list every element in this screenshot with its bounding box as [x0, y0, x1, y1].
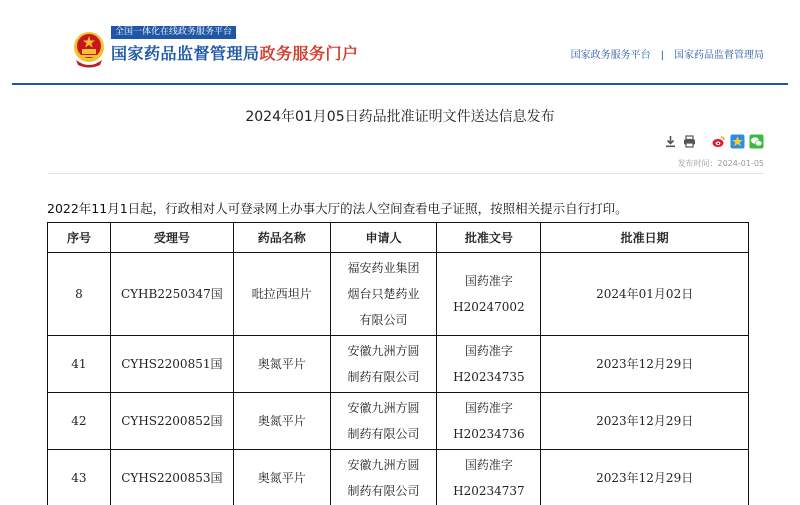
cell-accept-no: CYHB2250347国 — [110, 253, 233, 336]
top-links — [571, 46, 764, 61]
cell-approval-date: 2024年01月02日 — [541, 253, 749, 336]
cell-approval-no — [437, 450, 541, 505]
cell-applicant — [330, 393, 437, 450]
link-separator: | — [660, 50, 664, 61]
cell-approval-date: 2023年12月29日 — [541, 336, 749, 393]
col-header-no: 序号 — [48, 223, 111, 253]
approval-line: H20234737 — [453, 484, 525, 498]
applicant-line: 制药有限公司 — [347, 484, 420, 498]
cell-drug-name: 奥氮平片 — [233, 450, 330, 505]
cell-applicant — [330, 253, 437, 336]
cell-approval-date: 2023年12月29日 — [541, 450, 749, 505]
weibo-icon[interactable] — [711, 134, 726, 149]
cell-accept-no: CYHS2200853国 — [110, 450, 233, 505]
link-national-gov-service[interactable]: 国家政务服务平台 — [570, 50, 651, 61]
applicant-line: 有限公司 — [359, 313, 408, 327]
publish-label: 发布时间： — [677, 159, 718, 168]
cell-drug-name: 奥氮平片 — [233, 393, 330, 450]
cell-drug-name: 奥氮平片 — [233, 336, 330, 393]
header-divider — [12, 83, 788, 85]
cell-accept-no: CYHS2200851国 — [110, 336, 233, 393]
table-row — [48, 393, 749, 450]
applicant-line: 安徽九洲方圆 — [347, 401, 420, 415]
approval-table — [47, 222, 749, 505]
cell-no: 43 — [48, 450, 111, 505]
print-icon[interactable] — [682, 134, 697, 149]
cell-applicant — [330, 450, 437, 505]
approval-line: H20234736 — [453, 427, 525, 441]
approval-line: 国药准字 — [464, 344, 513, 358]
divider — [48, 173, 764, 174]
applicant-line: 安徽九洲方圆 — [347, 458, 420, 472]
col-header-applicant: 申请人 — [330, 223, 437, 253]
approval-line: 国药准字 — [464, 274, 513, 288]
approval-line: 国药准字 — [464, 458, 513, 472]
page-title: 2024年01月05日药品批准证明文件送达信息发布 — [245, 109, 555, 125]
cell-approval-no — [437, 393, 541, 450]
publish-date: 2024-01-05 — [717, 159, 764, 168]
applicant-line: 安徽九洲方圆 — [347, 344, 420, 358]
approval-line: 国药准字 — [464, 401, 513, 415]
cell-accept-no: CYHS2200852国 — [110, 393, 233, 450]
table-row — [48, 336, 749, 393]
col-header-approval-no: 批准文号 — [437, 223, 541, 253]
share-toolbar — [663, 133, 764, 149]
cell-drug-name: 吡拉西坦片 — [233, 253, 330, 336]
portal-title[interactable] — [111, 43, 359, 65]
cell-approval-no — [437, 253, 541, 336]
wechat-icon[interactable] — [749, 134, 764, 149]
portal-tag: 全国一体化在线政务服务平台 — [111, 26, 236, 39]
table-row — [48, 450, 749, 505]
cell-approval-date: 2023年12月29日 — [541, 393, 749, 450]
download-icon[interactable] — [663, 134, 678, 149]
cell-no: 41 — [48, 336, 111, 393]
applicant-line: 福安药业集团 — [347, 261, 420, 275]
intro-paragraph: 2022年11月1日起，行政相对人可登录网上办事大厅的法人空间查看电子证照，按照相关提示自行打印。 — [47, 201, 628, 216]
cell-approval-no — [437, 336, 541, 393]
col-header-accept-no: 受理号 — [110, 223, 233, 253]
site-header — [0, 0, 800, 84]
approval-line: H20247002 — [453, 300, 525, 314]
cell-applicant — [330, 336, 437, 393]
col-header-approval-date: 批准日期 — [541, 223, 749, 253]
national-emblem-icon — [72, 30, 106, 68]
portal-title-sub: 政务服务门户 — [259, 44, 359, 63]
qzone-icon[interactable] — [730, 134, 745, 149]
cell-no: 8 — [48, 253, 111, 336]
applicant-line: 烟台只楚药业 — [347, 287, 420, 301]
col-header-drug-name: 药品名称 — [233, 223, 330, 253]
link-nmpa[interactable]: 国家药品监督管理局 — [674, 50, 764, 61]
applicant-line: 制药有限公司 — [347, 370, 420, 384]
cell-no: 42 — [48, 393, 111, 450]
table-header-row — [48, 223, 749, 253]
approval-line: H20234735 — [453, 370, 525, 384]
publish-time — [678, 158, 765, 169]
applicant-line: 制药有限公司 — [347, 427, 420, 441]
portal-title-main: 国家药品监督管理局 — [111, 44, 260, 63]
table-row — [48, 253, 749, 336]
